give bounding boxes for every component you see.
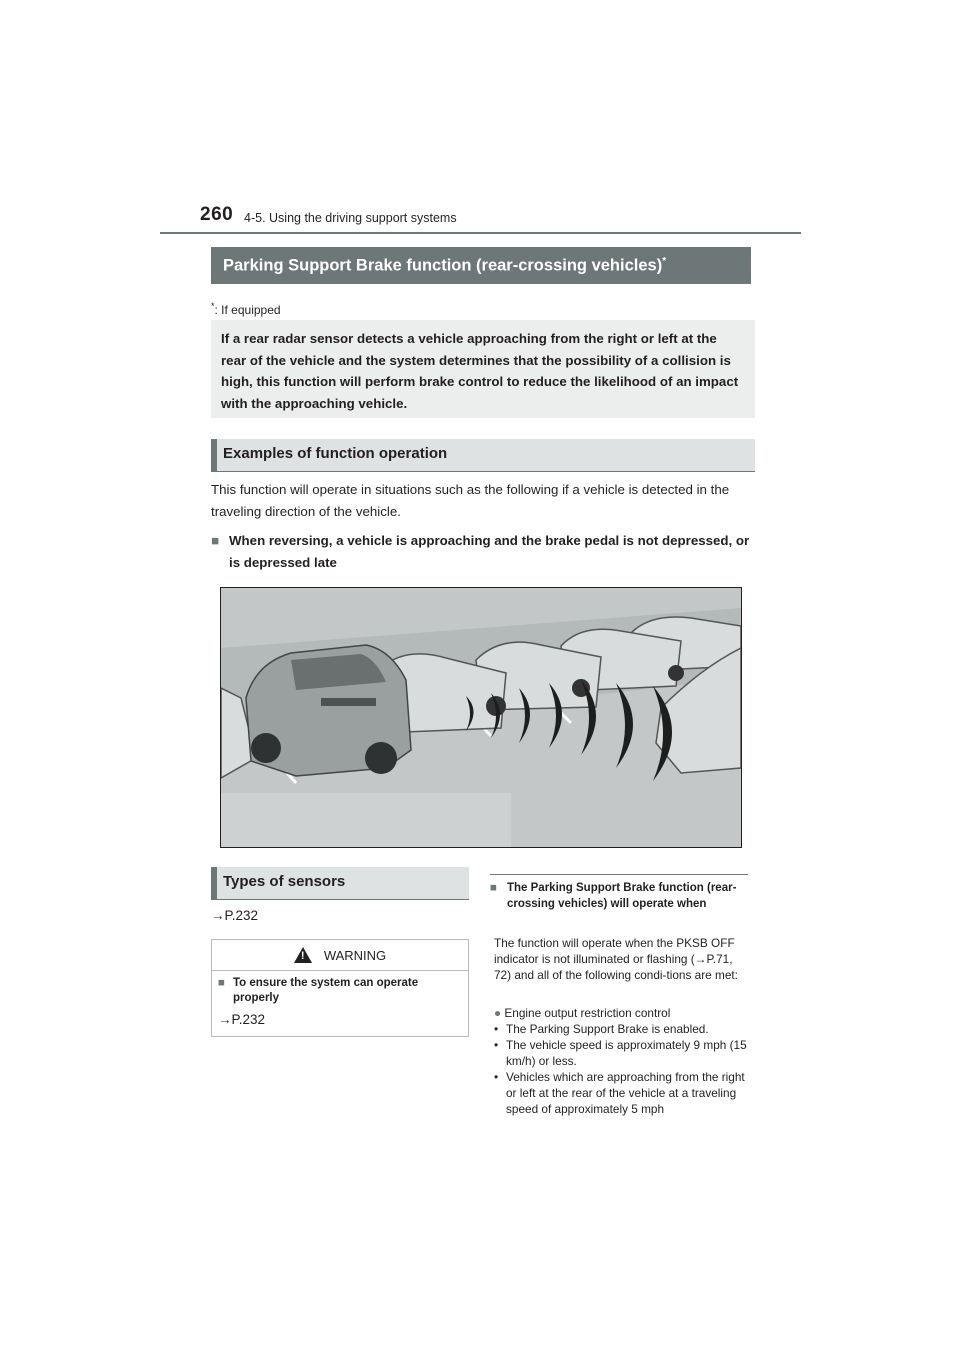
square-bullet-icon: ■ bbox=[490, 882, 497, 894]
page-number: 260 bbox=[200, 204, 234, 225]
warning-subheading bbox=[218, 976, 458, 1006]
sensors-heading-rule bbox=[211, 899, 469, 900]
list-item-text: The Parking Support Brake is enabled. bbox=[506, 1022, 709, 1036]
examples-body: This function will operate in situations such as the following if a vehicle is detected in the traveling direction of the vehicle. bbox=[211, 482, 730, 519]
parking-scene-image bbox=[221, 588, 741, 847]
warning-label: WARNING bbox=[323, 947, 387, 963]
operation-bullet bbox=[494, 1005, 750, 1021]
footnote bbox=[211, 301, 281, 317]
condition-list bbox=[494, 1021, 750, 1117]
dot-bullet-icon: • bbox=[494, 1022, 499, 1036]
square-bullet-icon: ■ bbox=[211, 533, 220, 548]
sensors-heading: Types of sensors bbox=[211, 867, 469, 899]
chapter-title: 4-5. Using the driving support systems bbox=[244, 211, 457, 225]
examples-subheading bbox=[211, 530, 751, 574]
footnote-text: : If equipped bbox=[214, 303, 281, 317]
warning-box bbox=[211, 939, 469, 1037]
section-title-bar bbox=[211, 247, 751, 284]
operation-subheading bbox=[490, 880, 748, 912]
intro-text: If a rear radar sensor detects a vehicle approaching from the right or left at the rear of the vehicle and the system determines that the possibility of a collision is high, this function will perform brake control to reduce the likelihood of an impact with the approaching vehicle. bbox=[221, 331, 739, 411]
section-title: Parking Support Brake function (rear-crossing vehicles) bbox=[223, 256, 663, 275]
warning-subheading-text: To ensure the system can operate properly bbox=[233, 977, 419, 1004]
right-column-rule bbox=[490, 874, 748, 875]
circle-bullet-icon: ● bbox=[494, 1006, 502, 1020]
examples-heading: Examples of function operation bbox=[211, 439, 755, 471]
operation-bullet-text: Engine output restriction control bbox=[504, 1006, 671, 1020]
sensors-page-reference[interactable]: →P.232 bbox=[211, 908, 259, 923]
intro-box bbox=[211, 320, 755, 418]
square-bullet-icon: ■ bbox=[218, 977, 225, 989]
dot-bullet-icon: • bbox=[494, 1070, 499, 1084]
examples-heading-rule bbox=[211, 471, 755, 472]
operation-body: The function will operate when the PKSB OFF indicator is not illuminated or flashing (→P.71, 72) and all of the following condi-tions are met: bbox=[494, 936, 738, 982]
header-rule bbox=[160, 232, 801, 234]
list-item bbox=[494, 1021, 750, 1037]
title-asterisk: * bbox=[662, 256, 667, 267]
list-item-text: The vehicle speed is approximately 9 mph (15 km/h) or less. bbox=[506, 1038, 747, 1068]
warning-header bbox=[212, 940, 468, 971]
examples-subheading-text: When reversing, a vehicle is approaching and the brake pedal is not depressed, or is depressed late bbox=[229, 533, 750, 570]
exclamation-mark: ! bbox=[300, 950, 305, 962]
operation-subheading-text: The Parking Support Brake function (rear-crossing vehicles) will operate when bbox=[507, 882, 737, 910]
list-item bbox=[494, 1069, 750, 1117]
list-item bbox=[494, 1037, 750, 1069]
list-item-text: Vehicles which are approaching from the right or left at the rear of the vehicle at a traveling speed of approximately 5 mph bbox=[506, 1070, 745, 1116]
dot-bullet-icon: • bbox=[494, 1038, 499, 1052]
parking-illustration bbox=[220, 587, 742, 848]
warning-page-reference[interactable]: →P.232 bbox=[218, 1012, 266, 1027]
warning-triangle-icon bbox=[294, 947, 312, 963]
footnote-mark: * bbox=[211, 301, 215, 311]
